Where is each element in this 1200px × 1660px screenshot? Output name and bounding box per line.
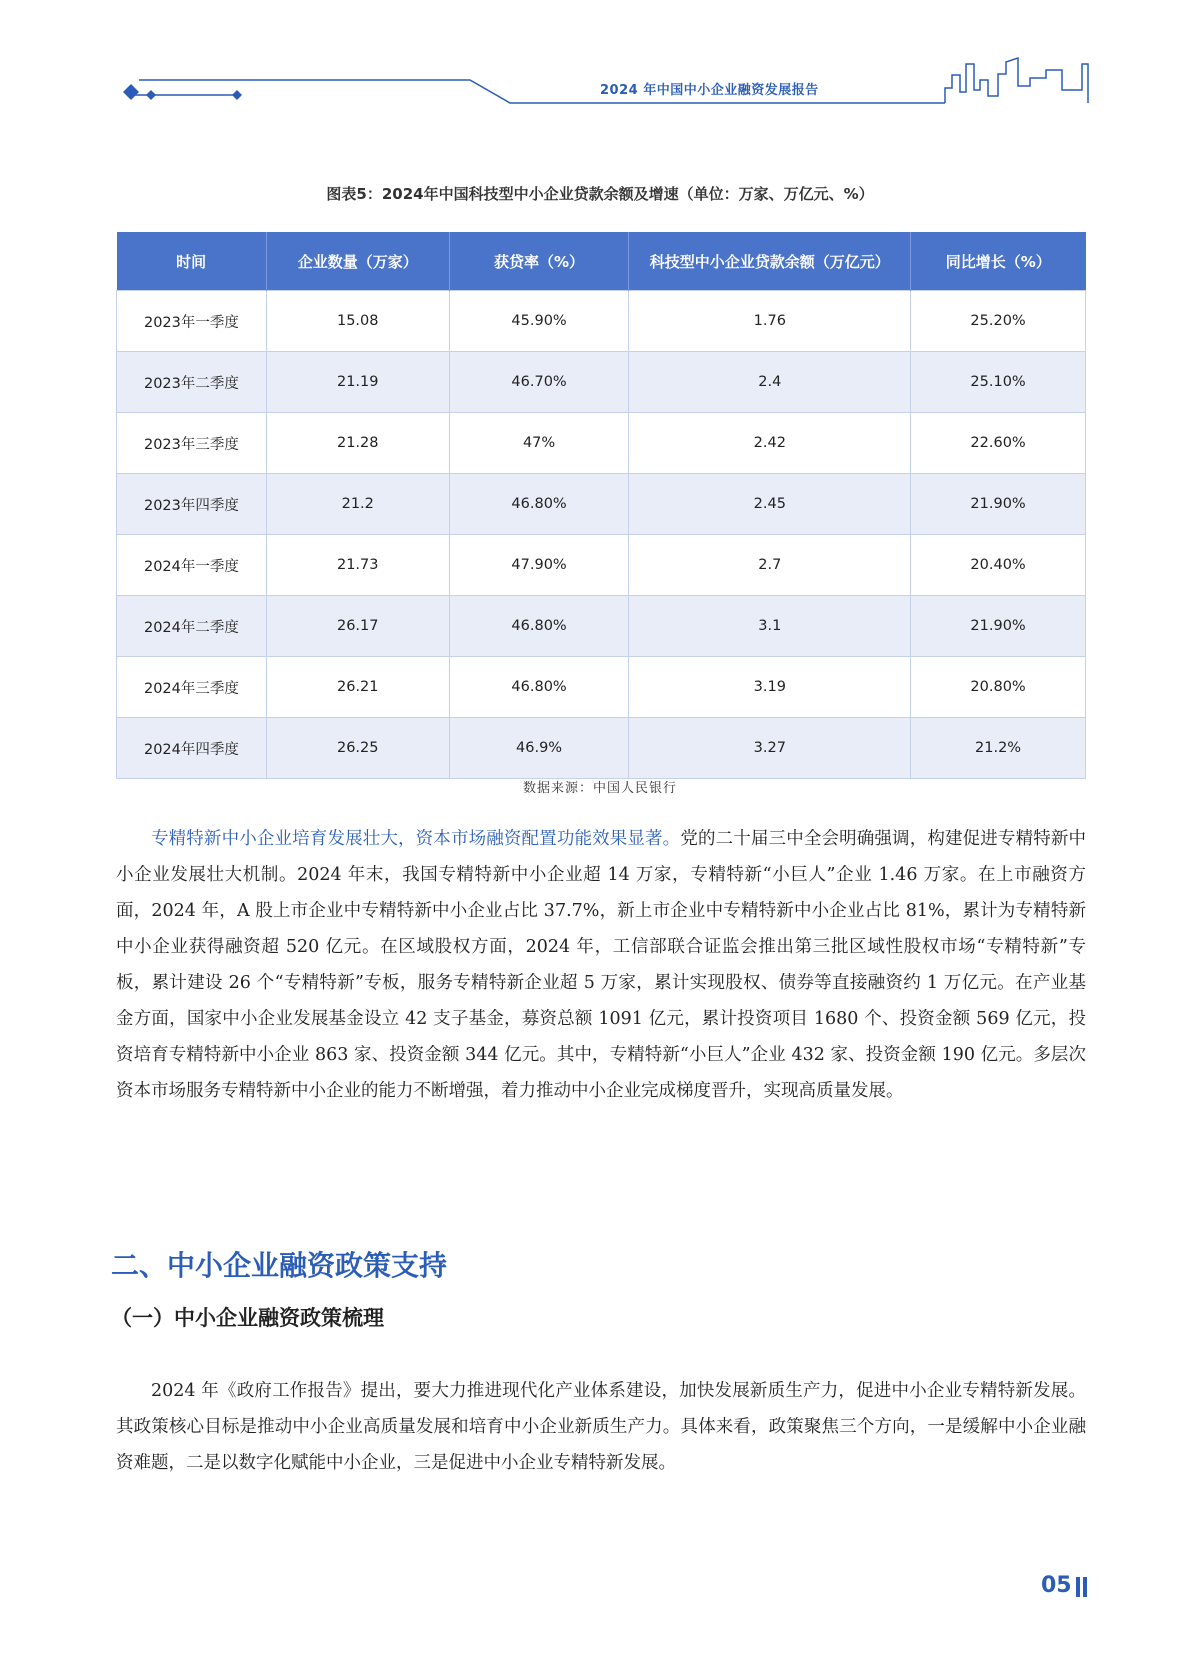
page-marker-icon — [1076, 1577, 1088, 1597]
paragraph-lead: 专精特新中小企业培育发展壮大，资本市场融资配置功能效果显著。 — [151, 829, 681, 849]
loan-table — [116, 232, 1086, 779]
table-cell: 21.2% — [911, 718, 1086, 779]
table-cell: 22.60% — [911, 413, 1086, 474]
table-cell: 2.45 — [629, 474, 911, 535]
table-cell: 21.28 — [266, 413, 449, 474]
table-cell: 1.76 — [629, 291, 911, 352]
column-header-loan-rate: 获贷率（%） — [449, 232, 629, 291]
table-cell: 2024年二季度 — [117, 596, 267, 657]
column-header-company-count: 企业数量（万家） — [266, 232, 449, 291]
table-cell: 46.9% — [449, 718, 629, 779]
table-cell: 45.90% — [449, 291, 629, 352]
table-cell: 47.90% — [449, 535, 629, 596]
table-cell: 21.73 — [266, 535, 449, 596]
table-cell: 3.27 — [629, 718, 911, 779]
header-decoration — [0, 0, 1200, 120]
table-row — [117, 657, 1086, 718]
table-cell: 3.19 — [629, 657, 911, 718]
table-cell: 26.21 — [266, 657, 449, 718]
table-cell: 3.1 — [629, 596, 911, 657]
header-title: 2024 年中国中小企业融资发展报告 — [600, 83, 819, 98]
table-cell: 2.7 — [629, 535, 911, 596]
column-header-loan-balance: 科技型中小企业贷款余额（万亿元） — [629, 232, 911, 291]
table-cell: 21.19 — [266, 352, 449, 413]
table-cell: 2023年三季度 — [117, 413, 267, 474]
table-cell: 2.42 — [629, 413, 911, 474]
skyline-icon — [945, 58, 1088, 103]
table-cell: 15.08 — [266, 291, 449, 352]
table-cell: 25.10% — [911, 352, 1086, 413]
table-cell: 46.70% — [449, 352, 629, 413]
table-cell: 20.40% — [911, 535, 1086, 596]
column-header-yoy-growth: 同比增长（%） — [911, 232, 1086, 291]
body-paragraph-2: 2024 年《政府工作报告》提出，要大力推进现代化产业体系建设，加快发展新质生产力，促进中小企业专精特新发展。其政策核心目标是推动中小企业高质量发展和培育中小企业新质生产力。具体来看，政策聚焦三个方向，一是缓解中小企业融资难题，二是以数字化赋能中小企业，三是促进中小企业专精特新发展。 — [116, 1381, 1086, 1473]
table-cell: 2023年四季度 — [117, 474, 267, 535]
table-row — [117, 718, 1086, 779]
table-cell: 21.2 — [266, 474, 449, 535]
table-row — [117, 291, 1086, 352]
table-cell: 26.25 — [266, 718, 449, 779]
table-row — [117, 596, 1086, 657]
body-paragraph-1 — [116, 821, 1086, 1109]
table-cell: 2023年二季度 — [117, 352, 267, 413]
page-number: 05 — [1041, 1573, 1072, 1598]
section-heading: 二、中小企业融资政策支持 — [111, 1249, 448, 1282]
table-cell: 46.80% — [449, 657, 629, 718]
table-cell: 26.17 — [266, 596, 449, 657]
table-cell: 46.80% — [449, 596, 629, 657]
table-cell: 2024年一季度 — [117, 535, 267, 596]
table-cell: 46.80% — [449, 474, 629, 535]
data-source: 数据来源：中国人民银行 — [522, 781, 677, 796]
page-header — [0, 0, 1200, 120]
table-caption: 图表5：2024年中国科技型中小企业贷款余额及增速（单位：万家、万亿元、%） — [326, 185, 874, 203]
table-cell: 21.90% — [911, 596, 1086, 657]
table-header-row — [117, 232, 1086, 291]
table-cell: 47% — [449, 413, 629, 474]
table-row — [117, 413, 1086, 474]
table-row — [117, 352, 1086, 413]
table-cell: 2.4 — [629, 352, 911, 413]
table-row — [117, 535, 1086, 596]
table-cell: 25.20% — [911, 291, 1086, 352]
diamond-icon — [123, 84, 139, 100]
paragraph-text: 党的二十届三中全会明确强调，构建促进专精特新中小企业发展壮大机制。2024 年末，我国专精特新中小企业超 14 万家，专精特新“小巨人”企业 1.46 万家。在上市融资方面，2024 年，A 股上市企业中专精特新中小企业占比 37.7%，新上市企业中专精特新中小企业占比 81%，累计为专精特新中小企业获得融资超 520 亿元。在区域股权方面，2024 年，工信部联合证监会推出第三批区域性股权市场“专精特新”专板，累计建设 26 个“专精特新”专板，服务专精特新企业超 5 万家，累计实现股权、债券等直接融资约 1 万亿元。在产业基金方面，国家中小企业发展基金设立 42 支子基金，募资总额 1091 亿元，累计投资项目 1680 个、投资金额 569 亿元，投资培育专精特新中小企业 863 家、投资金额 344 亿元。其中，专精特新“小巨人”企业 432 家、投资金额 190 亿元。多层次资本市场服务专精特新中小企业的能力不断增强，着力推动中小企业完成梯度晋升，实现高质量发展。 — [116, 829, 1087, 1101]
table-cell: 2024年四季度 — [117, 718, 267, 779]
subsection-heading: （一）中小企业融资政策梳理 — [111, 1306, 384, 1330]
table-row — [117, 474, 1086, 535]
table-cell: 20.80% — [911, 657, 1086, 718]
column-header-time: 时间 — [117, 232, 267, 291]
table-cell: 21.90% — [911, 474, 1086, 535]
table-cell: 2024年三季度 — [117, 657, 267, 718]
table-cell: 2023年一季度 — [117, 291, 267, 352]
